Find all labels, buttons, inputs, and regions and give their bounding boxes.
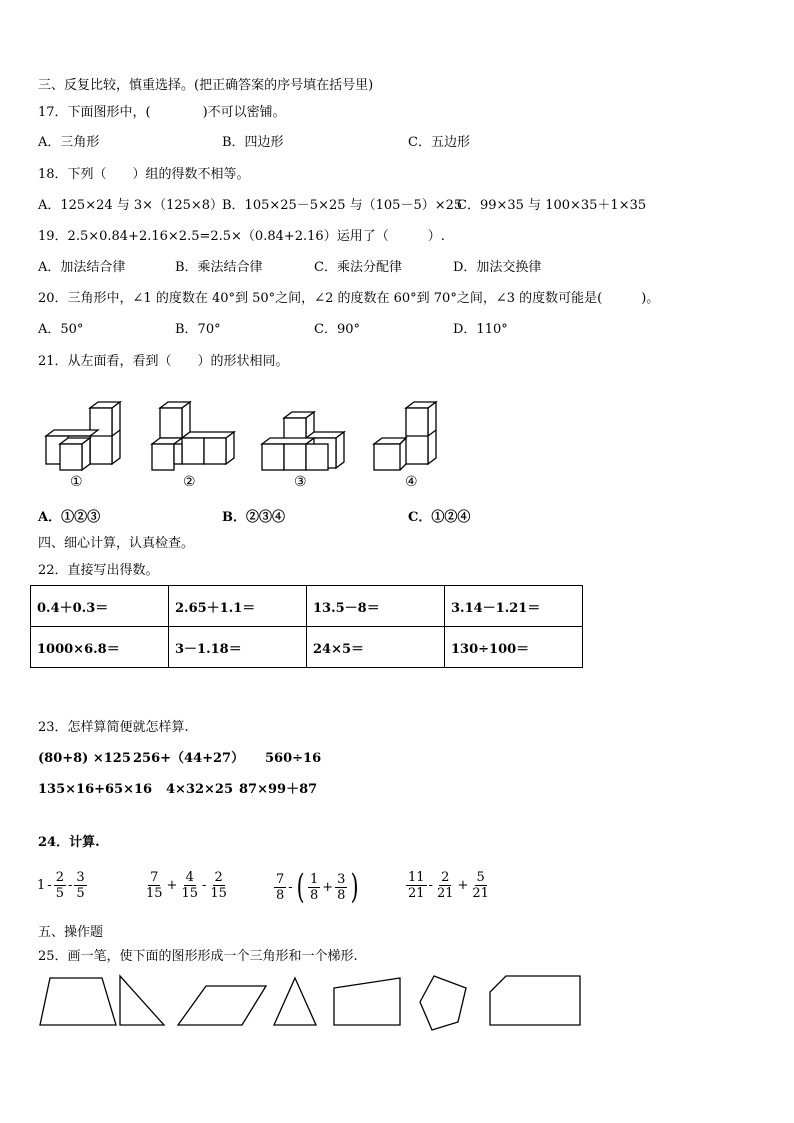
- fraction: $\frac{7}{8}$: [276, 871, 285, 903]
- table-cell: 130÷100＝: [445, 627, 583, 668]
- fraction: $\frac{5}{21}$: [472, 870, 489, 901]
- table-cell: 24×5＝: [307, 627, 445, 668]
- left-paren: (: [296, 867, 305, 907]
- q23-expr-4: 135×16+65×16: [38, 782, 153, 797]
- parallelogram-shape: [178, 986, 266, 1025]
- fraction: $\frac{7}{15}$: [146, 870, 163, 901]
- question-21: 21．从左面看，看到（ ）的形状相同。: [38, 354, 289, 369]
- fraction: $\frac{3}{5}$: [76, 870, 85, 901]
- q23-expr-1: (80+8) ×125: [38, 751, 131, 766]
- q18-option-b: B．105×25－5×25 与（105－5）×25: [222, 198, 463, 213]
- pentagon-shape: [420, 976, 466, 1030]
- operator: +: [322, 879, 334, 895]
- q24-expression-1: [36, 870, 88, 901]
- cube-figure-4: [372, 398, 442, 478]
- figure-label-3: ③: [294, 474, 307, 490]
- q20-option-c: C．90°: [314, 322, 360, 337]
- fraction: $\frac{1}{8}$: [309, 871, 319, 903]
- operator: -: [67, 878, 73, 893]
- q24-expression-3: [273, 867, 362, 907]
- table-cell: 2.65＋1.1＝: [169, 586, 307, 627]
- q23-expr-5: 4×32×25: [166, 782, 234, 797]
- figure-label-4: ④: [405, 474, 418, 490]
- question-22: 22．直接写出得数。: [38, 563, 159, 578]
- q18-option-c: C．99×35 与 100×35＋1×35: [457, 198, 647, 213]
- right-triangle-shape: [120, 976, 164, 1025]
- fraction: $\frac{2}{15}$: [210, 870, 227, 901]
- question-17: 17．下面图形中，( )不可以密铺。: [38, 105, 286, 120]
- cube-figure-1: [40, 398, 122, 478]
- operator: +: [457, 878, 469, 893]
- question-20: 20．三角形中，∠1 的度数在 40°到 50°之间，∠2 的度数在 60°到 70°之间，∠3 的度数可能是( )。: [38, 291, 660, 306]
- q21-option-a: A．①②③: [38, 510, 101, 525]
- fraction: $\frac{3}{8}$: [337, 871, 346, 903]
- number: 1: [37, 878, 46, 893]
- question-19: 19．2.5×0.84+2.16×2.5=2.5×（0.84+2.16）运用了（ ）.: [38, 229, 445, 244]
- operator: +: [166, 878, 178, 893]
- question-23: 23．怎样算简便就怎样算.: [38, 720, 189, 735]
- right-paren: ): [351, 867, 360, 907]
- q23-expr-6: 87×99＋87: [239, 782, 318, 797]
- table-row: [31, 586, 583, 627]
- question-25: 25．画一笔，使下面的图形形成一个三角形和一个梯形.: [38, 949, 358, 964]
- q24-expression-2: [143, 870, 230, 901]
- q17-option-c: C．五边形: [408, 135, 470, 150]
- q24-expression-4: [405, 870, 492, 901]
- q21-option-b: B．②③④: [222, 510, 285, 525]
- q23-expr-3: 560÷16: [265, 751, 322, 766]
- cube-figure-2: [150, 398, 238, 478]
- operator: -: [47, 878, 52, 893]
- question-24: 24．计算.: [38, 835, 100, 850]
- q18-option-a: A．125×24 与 3×（125×8）: [38, 198, 224, 213]
- question-18: 18．下列（ ）组的得数不相等。: [38, 167, 250, 182]
- figure-label-2: ②: [183, 474, 196, 490]
- operator: -: [428, 878, 433, 893]
- figure-label-1: ①: [70, 474, 83, 490]
- q17-option-b: B．四边形: [222, 135, 284, 150]
- triangle-shape: [274, 978, 316, 1025]
- operator: -: [202, 878, 207, 893]
- shapes-row: [36, 972, 586, 1032]
- q20-option-d: D．110°: [453, 322, 508, 337]
- table-row: [31, 627, 583, 668]
- section-3-title: 三、反复比较，慎重选择。(把正确答案的序号填在括号里): [38, 78, 374, 93]
- table-cell: 13.5－8＝: [307, 586, 445, 627]
- operator: -: [288, 879, 293, 895]
- cube-figure-3: [260, 398, 350, 478]
- table-cell: 1000×6.8＝: [31, 627, 169, 668]
- fraction: $\frac{11}{21}$: [408, 870, 425, 901]
- q19-option-c: C．乘法分配律: [314, 260, 402, 275]
- fraction: $\frac{4}{15}$: [181, 870, 198, 901]
- q23-expr-2: 256+（44+27）: [133, 751, 245, 766]
- section-4-title: 四、细心计算，认真检查。: [38, 536, 195, 551]
- q19-option-b: B．乘法结合律: [175, 260, 263, 275]
- pentagon-cut-rectangle-shape: [490, 976, 580, 1025]
- q17-option-a: A．三角形: [38, 135, 100, 150]
- table-cell: 0.4＋0.3＝: [31, 586, 169, 627]
- q21-option-c: C．①②④: [408, 510, 471, 525]
- section-5-title: 五、操作题: [38, 925, 104, 940]
- q19-option-a: A．加法结合律: [38, 260, 126, 275]
- q20-option-a: A．50°: [38, 322, 84, 337]
- q19-option-d: D．加法交换律: [453, 260, 542, 275]
- fraction: $\frac{2}{5}$: [55, 870, 64, 901]
- table-cell: 3.14－1.21＝: [445, 586, 583, 627]
- quadrilateral-shape: [334, 978, 400, 1025]
- q20-option-b: B．70°: [175, 322, 221, 337]
- fraction: $\frac{2}{21}$: [436, 870, 454, 901]
- trapezoid-shape: [40, 978, 116, 1025]
- mental-math-table: [30, 585, 583, 668]
- table-cell: 3－1.18＝: [169, 627, 307, 668]
